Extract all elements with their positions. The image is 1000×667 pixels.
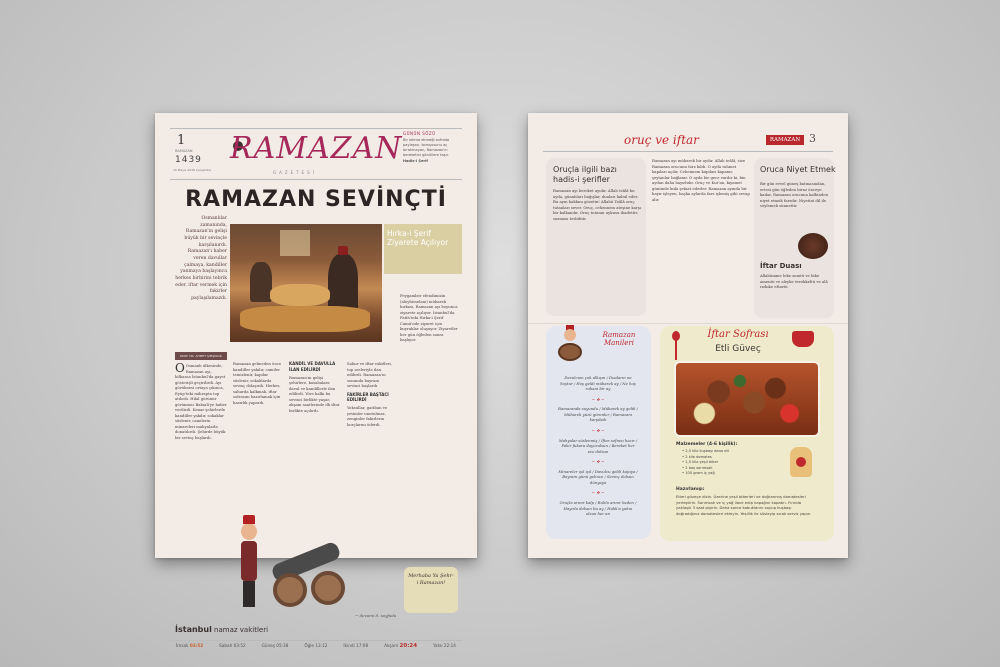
quote-of-day-text: Bir lokma ekmeği sofrada paylaşan, komşusunu aç bırakmayan, Ramazan'ın bereketini gönüllere taşır. (403, 138, 450, 157)
prayer-city: İstanbul (175, 625, 212, 634)
quote-of-day-source: Hadis-i Şerif (403, 159, 428, 164)
recipe-section-title: İftar Sofrası (707, 329, 769, 340)
section-title: oruç ve iftar (624, 133, 699, 147)
ingredient-item: • 1,5 kilo yeşil biber (682, 460, 719, 465)
quote-of-day (403, 131, 463, 164)
preparation-title: Hazırlanışı: (676, 487, 705, 492)
mani-stanza: Davulcum çok alkışın / Duaların ne hoştur / Hoş geldi mübarek ay / Ne hoş ruhani bir ay (560, 375, 636, 391)
logo-subtitle: GAZETESİ (273, 170, 317, 175)
ornament-icon: ~ ❖ ~ (591, 396, 605, 402)
mani-stanza: Oruçla arınır kalp / Ruhla arınır beden / Hayırla dolsun bu ay / Hakk'a yakın olsun her an (559, 500, 637, 517)
niyet-paragraph: Bir gün evvel güneş batmasından, ertesi gün öğleden biraz önceye kadar, Ramazan orucuna kalbinden niyet etmek farzdır. Niyetini dil ile söylemek sünnettir. (760, 181, 829, 208)
article-column-1-text: Osmanlı ülkesinde, Ramazan ayı, bilhassa İstanbul'da gayet gösterişli geçirilirdi. Ayı görülmesi ortaya çıkınca, Eyüp'teki mihrapta top atılırdı. Hilal görünür görünmez Babıali'ye haber verilirdi. Kenar şehirlerde kandiller yakılır, sokaklar süslenir, camilerin minareleri mahyalarla donatılırdı. Şehirde büyük bir sevinç başlardı. (175, 363, 227, 440)
subheading-kandil: KANDİL VE DAVULLA İLAN EDİLİRDİ (289, 361, 336, 372)
cannon-illustration (233, 511, 345, 621)
ornament-icon: ~ ❖ ~ (591, 490, 605, 496)
header-rule (543, 151, 833, 152)
preparation-text (676, 494, 816, 536)
prayer-times-title (175, 625, 268, 634)
newspaper-logo: RAMAZAN (230, 131, 403, 166)
prayer-time-item: Sabah 03:52 (219, 643, 246, 648)
article-column-2 (233, 361, 283, 511)
page-number: 3 (809, 132, 816, 145)
ornament-icon: ~ ❖ ~ (591, 459, 605, 465)
drop-cap: O (175, 361, 185, 375)
pot-icon (792, 331, 814, 347)
continued-note: ~ devamı 8. sayfada (355, 613, 397, 618)
recipe-dish-name: Etli Güveç (715, 344, 761, 354)
page-fold (528, 323, 848, 324)
front-page (155, 113, 477, 649)
mani-stanza: Mahyalar süslenmiş / İftar sofrası hazır / Fakir fukara doyurulsun / Bereket her eve dolsun (558, 437, 638, 454)
dish-photo (676, 363, 818, 435)
ingredients-list (682, 449, 729, 477)
dates-image (798, 233, 828, 259)
masthead-rule-bottom (170, 179, 462, 180)
dua-title: İftar Duası (760, 262, 802, 270)
article-column-2-text: Ramazan gelmeden önce kandiller yakılır, camiler temizlenir, kapılar süslenir, sokaklarda sevinç dolaşırdı. Herkes, sahurda kalkmak, iftar sofrasını hazırlamak için hazırlık yapardı. (233, 361, 282, 405)
ornament-icon: ~ ❖ ~ (591, 427, 605, 433)
brand-badge: RAMAZAN (766, 135, 804, 145)
prayer-time-item: Akşam 20:24 (384, 643, 418, 649)
article-column-4 (347, 361, 393, 611)
mani-stanza: Ramazanda suyundu / Mübarek ay geldi / Mübarek yüzü görenler / Ramazanı karşıladı (558, 406, 638, 423)
mani-title: Ramazan Manileri (602, 331, 636, 348)
article-column-4-text-2: Yoksullar, gariban ve yetimler unutulmaz, zenginler fakirlerin borçlarını öderdi. (347, 405, 388, 427)
prayer-times-row (170, 640, 462, 652)
article-column-5 (400, 293, 460, 543)
article-column-1 (175, 363, 227, 618)
niyet-title: Oruca Niyet Etmek (760, 165, 836, 174)
spoon-icon (670, 331, 682, 361)
ingredient-item: • 2 baş sarımsak (682, 465, 713, 470)
author-name: PROF. DR. AHMET ŞİMŞİRGİL (175, 352, 227, 360)
issue-year: 1439 (175, 155, 202, 165)
hadis-paragraph: Ramazan ayı bereket ayıdır. Allah teâlâ bu ayda, günahları bağışlar, duaları kabul eder. Bu ayın hakkını gözetin! Allahü Teâlâ oruç tutanları sever. Oruç, cehennem ateşine karşı bir kalkandır. Oruç tutanın uykusu ibadettir, susması tesbihtir. (553, 188, 641, 221)
drummer-icon (556, 329, 586, 365)
mani-verses (558, 375, 638, 522)
prayer-time-item: İkindi 17:08 (343, 643, 369, 648)
ingredient-item: • 2 kilo domates (682, 454, 712, 459)
teaser-title[interactable]: Hırka-i Şerif Ziyarete Açılıyor (387, 229, 449, 247)
article-column-4-text: Sahur ve iftar vakitleri, top sesleriyle ilan edilirdi. Ramazan'ın sonunda bayram sevinci başlardı. (347, 361, 392, 388)
article-column-5-text: Peygamber efendimizin (aleyhisselam) mübarek hırkası, Ramazan ayı boyunca ziyarete açılıyor. İstanbul'da Fatih'teki Hırka-i Şerif Camii'nde ziyaret için kuyruklar oluşuyor. Ziyaretler her gün öğleden sonra başlıyor. (400, 293, 458, 342)
ingredient-item: • 2,5 kilo kuşbaşı dana eti (682, 449, 729, 453)
article-column-3-text: Ramazan'ın gelişi şehirlere, kasabalara davul ve kandillerle ilan edilirdi. Yöre halkı bu sevinci birlikte yaşar, akşam saatlerinde ilk iftar birlikte açılırdı. (289, 374, 340, 413)
issue-date: 16 Mayıs 2018 Çarşamba (173, 168, 212, 172)
middle-paragraph: Ramazan ayı mübarek bir aydır. Allah teâlâ, size Ramazan orucunu farz kıldı. O ayda rahmet kapıları açılır, Cehennem kapıları kapanır, şeytanlar bağlanır. O ayda bir gece vardır ki, bin aydan daha hayırlıdır. Oruç ve Kur'an, kıyamet gününde kula şefaat ederler. Ramazan ayında bir hayır işleyen, başka aylarda farz işlemiş gibi sevap alır. (652, 158, 750, 202)
prayer-time-item: Öğle 13:12 (304, 643, 328, 648)
subheading-fakirler: FAKİRLER BAŞTACI EDİLİRDİ (347, 391, 389, 403)
oven-mitt-icon (790, 447, 812, 477)
prayer-time-item: Yatsı 22:14 (433, 643, 456, 648)
ingredient-item: • 100 gram iç yağ (682, 471, 715, 476)
main-headline: RAMAZAN SEVİNÇTİ (185, 187, 447, 212)
ingredients-title: Malzemeler (4-6 kişilik): (676, 442, 738, 447)
dua-text (760, 273, 830, 318)
prayer-time-item: Güneş 05:38 (261, 643, 289, 648)
hadis-title: Oruçla ilgili bazı hadis-i şerifler (553, 165, 617, 184)
lead-paragraph: Osmanlılar zamanında, Ramazan'ın gelişi büyük bir sevinçle karşılanırdı. Ramazan'ı haber veren davullar çalmaya, kandiller yanmaya başlayınca herkes birbirini tebrik eder, iftar vermek için fakirler paylaşılamazdı. (175, 216, 227, 301)
bakery-photo (230, 224, 382, 342)
prayer-title-rest: namaz vakitleri (211, 626, 269, 634)
article-column-3 (289, 361, 341, 511)
quote-card (404, 567, 458, 613)
prayer-time-item: İmsak 03:52 (176, 643, 204, 648)
quote-card-text: Merhaba Ya Şehr-i Ramazan! (408, 573, 454, 586)
issue-label: RAMAZAN (175, 149, 193, 153)
quote-of-day-header: GÜNÜN SÖZÜ (403, 131, 436, 136)
inner-page (528, 113, 848, 558)
mani-stanza: Minareler ışıl ışıl / Davulcu geldi kapıya / Bayram günü gelince / Sevinç dolsun dünyaya (558, 468, 638, 485)
hadis-text (553, 188, 643, 313)
dua-paragraph: Allahümme leke sumtü ve bike amentü ve aleyke tevekkeltü ve alâ rızkıke eftartü. (760, 273, 828, 289)
issue-number: 1 (177, 133, 186, 148)
middle-column (652, 158, 750, 321)
preparation-paragraph: Etleri güveçe dizin. Üzerine yeşil biberleri ve doğranmış domatesleri yerleştirin. Sarımsak ve iç yağ ilave edip kapağını kapatın. Fırında yaklaşık 3 saat pişirin. Daha sonra kabuklarını soyup kuşbaşı doğradığınız domatesleri ekleyin. Yeşillik ile süsleyip sıcak servis yapın. (676, 494, 812, 516)
niyet-text (760, 181, 830, 241)
masthead-rule-top (170, 128, 462, 129)
